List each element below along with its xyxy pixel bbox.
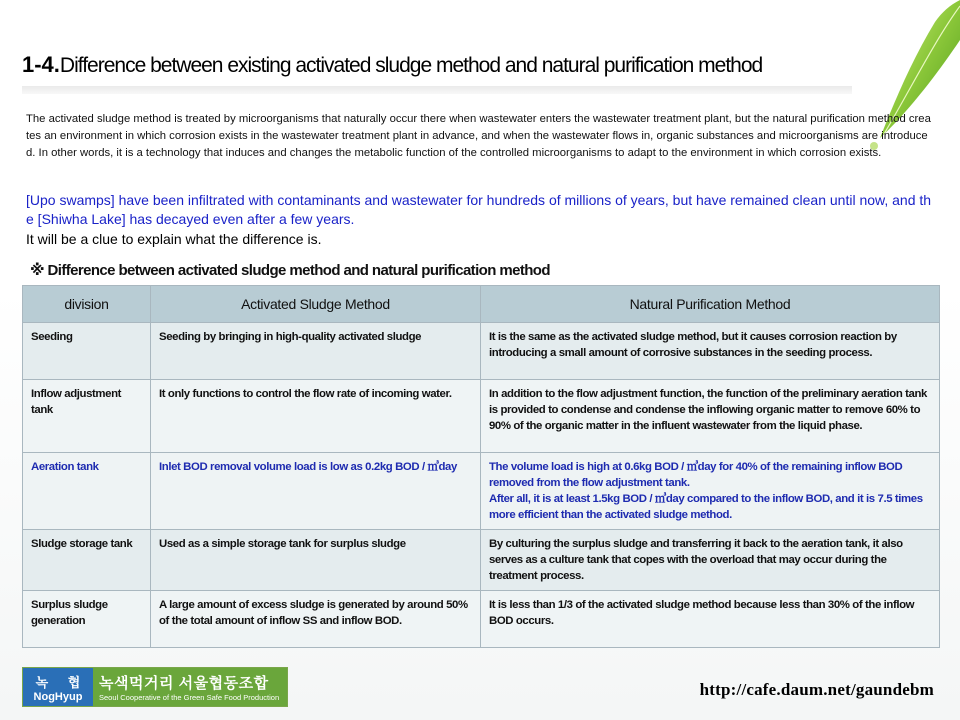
comparison-table [22, 285, 940, 648]
table-row [23, 530, 940, 591]
row-natural-line2: After all, it is at least 1.5kg BOD / ㎥day compared to the inflow BOD, and it is 7.5 times more efficient than the activated sludge method. [489, 493, 923, 521]
row-activated: Seeding by bringing in high-quality activated sludge [151, 323, 481, 380]
footer-url: http://cafe.daum.net/gaundebm [699, 680, 934, 699]
highlight-paragraph: [Upo swamps] have been infiltrated with contaminants and wastewater for hundreds of millions of years, but have remained clean until now, and the [Shiwha Lake] has decayed even after a few years. [26, 192, 932, 227]
table-subtitle: ※ Difference between activated sludge method and natural purification method [30, 262, 550, 279]
intro-paragraph: The activated sludge method is treated by microorganisms that naturally occur there when wastewater enters the wastewater treatment plant, but the natural purification method creates an environment in which corrosion exists in the wastewater treatment plant in advance, and when the wastewater flows in, organic substances and microorganisms are introduced. In other words, it is a technology that induces and changes the metabolic function of the controlled microorganisms to adapt to the environment in which corrosion exists. [26, 113, 931, 159]
logo-short-en: NogHyup [33, 690, 83, 703]
header-division: division [23, 286, 151, 323]
table-row [23, 380, 940, 453]
row-division: Aeration tank [23, 453, 151, 530]
row-natural: In addition to the flow adjustment function, the function of the preliminary aeration tank is provided to condense and condense the inflowing organic matter to remove 60% to 90% of the organic matter in the influent wastewater from the liquid phase. [481, 380, 940, 453]
row-division: Sludge storage tank [23, 530, 151, 591]
row-activated: Inlet BOD removal volume load is low as 0.2kg BOD / ㎥day [151, 453, 481, 530]
row-natural: It is less than 1/3 of the activated sludge method because less than 30% of the inflow BOD occurs. [481, 591, 940, 648]
logo-short-ko: 녹 협 [35, 674, 89, 690]
row-division: Inflow adjustment tank [23, 380, 151, 453]
noghyup-logo [22, 667, 288, 707]
clue-sentence: It will be a clue to explain what the difference is. [26, 231, 322, 247]
row-natural [481, 453, 940, 530]
header-activated: Activated Sludge Method [151, 286, 481, 323]
section-number: 1-4. [22, 52, 60, 77]
table-header-row [23, 286, 940, 323]
row-activated: Used as a simple storage tank for surplus sludge [151, 530, 481, 591]
section-title: Difference between existing activated sludge method and natural purification method [59, 54, 763, 77]
row-natural: By culturing the surplus sludge and transferring it back to the aeration tank, it also serves as a culture tank that copes with the overload that may occur during the treatment process. [481, 530, 940, 591]
row-activated: A large amount of excess sludge is generated by around 50% of the total amount of inflow SS and inflow BOD. [151, 591, 481, 648]
row-division: Seeding [23, 323, 151, 380]
table-row [23, 453, 940, 530]
title-underline [22, 86, 852, 94]
page-title [22, 52, 882, 78]
logo-name-en: Seoul Cooperative of the Green Safe Food Production [99, 693, 280, 702]
logo-name-ko: 녹색먹거리 서울협동조합 [99, 675, 269, 692]
table-row [23, 323, 940, 380]
row-natural: It is the same as the activated sludge method, but it causes corrosion reaction by introducing a small amount of corrosive substances in the seeding process. [481, 323, 940, 380]
row-natural-line1: The volume load is high at 0.6kg BOD / ㎥day for 40% of the remaining inflow BOD removed from the flow adjustment tank. [489, 461, 903, 489]
logo-badge [23, 668, 93, 706]
header-natural: Natural Purification Method [481, 286, 940, 323]
row-activated: It only functions to control the flow rate of incoming water. [151, 380, 481, 453]
logo-name-panel [93, 668, 287, 706]
table-row [23, 591, 940, 648]
row-division: Surplus sludge generation [23, 591, 151, 648]
